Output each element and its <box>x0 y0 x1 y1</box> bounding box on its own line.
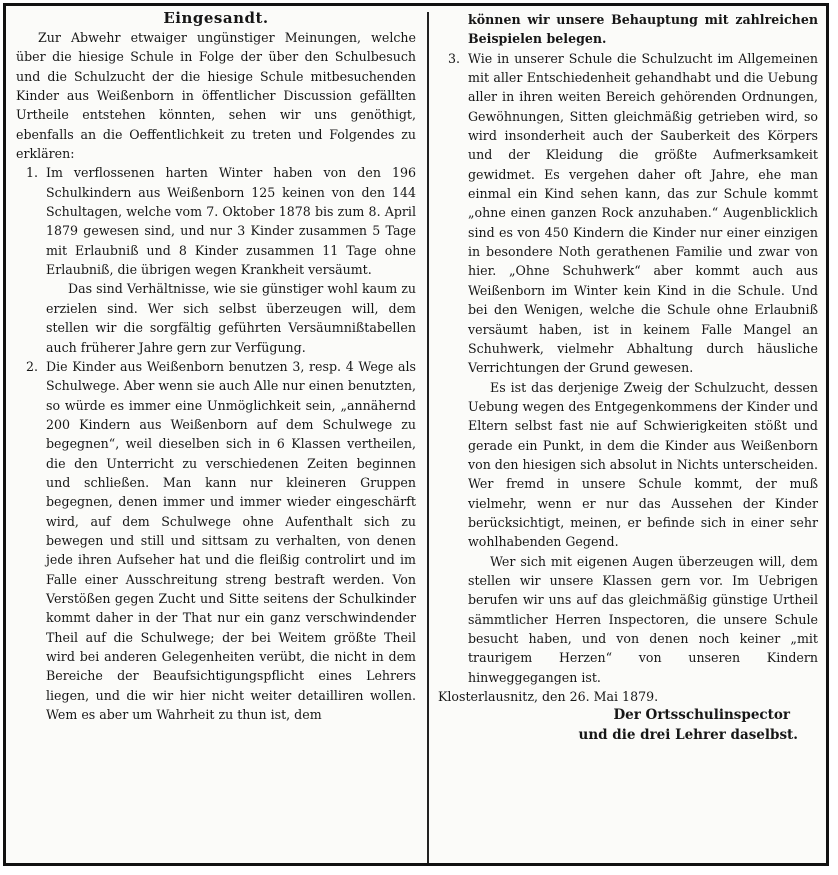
item-number: 1. <box>26 165 39 181</box>
intro-paragraph: Zur Abwehr etwaiger ungünstiger Meinungen, welche über die hiesige Schule in Folge der über den Schulbesuch und die Schulzucht der die hiesige Schule mitbesuchenden Kinder aus Weißenborn in öffentlicher Discussion gefällten Urtheile entstehen könnten, sehen wir uns genöthigt, ebenfalls an die Oeffentlichkeit zu treten und Folgendes zu erklären: <box>16 30 416 162</box>
newspaper-clipping <box>3 3 829 866</box>
item-2-continuation <box>438 6 818 49</box>
left-column <box>16 6 416 724</box>
item-3-paragraph-2: Es ist das derjenige Zweig der Schulzucht, dessen Uebung wegen des Entgegenkommens der Kinder und Eltern selbst fast nie auf Schwierigkeiten stößt und gerade ein Punkt, in dem die Kinder aus Weißenborn von den hiesigen sich absolut in Nichts unterscheiden. Wer fremd in unsere Schule kommt, der muß vielmehr, wenn er nur das Aussehen der Kinder berücksichtigt, meinen, er befinde sich in einer sehr wohlhabenden Gegend. <box>468 379 818 550</box>
item-1-paragraph-2: Das sind Verhältnisse, wie sie günstiger wohl kaum zu erzielen sind. Wer sich selbst überzeugen will, dem stellen wir die sorgfältig geführten Versäumnißtabellen auch früherer Jahre gern zur Verfügung. <box>46 281 416 355</box>
signature-teachers: und die drei Lehrer daselbst. <box>578 726 798 743</box>
numbered-item-1 <box>16 163 416 356</box>
column-divider <box>427 12 429 863</box>
dateline: Klosterlausnitz, den 26. Mai 1879. <box>438 689 659 705</box>
item-1-paragraph: Im verflossenen harten Winter haben von den 196 Schulkindern aus Weißenborn 125 keinen von den 144 Schultagen, welche vom 7. Oktober 1878 bis zum 8. April 1879 gewesen sind, und nur 3 Kinder zusammen 5 Tage mit Erlaubniß und 8 Kinder zusammen 11 Tage ohne Erlaubniß, die übrigen wegen Krankheit versäumt. <box>46 165 416 278</box>
article-title: Eingesandt. <box>163 9 269 27</box>
numbered-item-2 <box>16 357 416 725</box>
item-3-paragraph: Wie in unserer Schule die Schulzucht im Allgemeinen mit aller Entschiedenheit gehandhabt und die Uebung aller in ihren weiten Bereich gehörenden Ordnungen, Gewöhnungen, Sitten gleichmäßig getrieben wird, so wird insonderheit auch der Sauberkeit des Körpers und der Kleidung die größte Aufmerksamkeit gewidmet. Es vergehen daher oft Jahre, ehe man einmal ein Kind sehen kann, das zur Schule kommt „ohne einen ganzen Rock anzuhaben.“ Augenblicklich sind es von 450 Kindern die Kinder nur einer einzigen in besondere Noth gerathenen Familie und zwar von hier. „Ohne Schuhwerk“ aber kommt auch aus Weißenborn im Winter kein Kind in die Schule. Und bei den Wenigen, welche die Schule ohne Erlaubniß versäumt haben, ist in keinem Falle Mangel an Schuhwerk, vielmehr Abhaltung durch häusliche Verrichtungen der Grund gewesen. <box>468 50 818 376</box>
item-2-continuation-paragraph: können wir unsere Behauptung mit zahlreichen Beispielen belegen. <box>468 12 818 47</box>
numbered-item-3 <box>438 49 818 687</box>
item-number: 2. <box>26 358 39 374</box>
right-column <box>438 6 818 745</box>
item-number: 3. <box>448 50 461 66</box>
item-2-paragraph: Die Kinder aus Weißenborn benutzen 3, resp. 4 Wege als Schulwege. Aber wenn sie auch Alle nur einen benutzten, so würde es immer eine Unmöglichkeit sein, „annähernd 200 Kindern aus Weißenborn auf dem Schulwege zu begegnen“, weil dieselben sich in 6 Klassen vertheilen, die den Unterricht zu verschiedenen Zeiten beginnen und schließen. Man kann nur kleineren Gruppen begegnen, denen immer und immer wieder eingeschärft wird, auf dem Schulwege ohne Aufenthalt sich zu bewegen und still und sittsam zu verhalten, von denen jede ihren Aufseher hat und die fleißig controlirt und im Falle einer Ausschreitung streng bestraft werden. Von Verstößen gegen Zucht und Sitte seitens der Schulkinder kommt daher in der That nur ein ganz verschwindender Theil auf die Schulwege; der bei Weitem größte Theil wird bei anderen Gelegenheiten verübt, die nicht in dem Bereiche der Beaufsichtigungspflicht eines Lehrers liegen, und die wir hier nicht weiter detailliren wollen. Wem es aber um Wahrheit zu thun ist, dem <box>46 358 416 723</box>
signature-inspector: Der Ortsschulinspector <box>613 707 790 724</box>
item-3-paragraph-3: Wer sich mit eigenen Augen überzeugen will, dem stellen wir unsere Klassen gern vor. Im Uebrigen berufen wir uns auf das gleichmäßig günstige Urtheil sämmtlicher Herren Inspectoren, die unsere Schule besucht haben, und von denen noch keiner „mit traurigem Herzen“ von unseren Kindern hinweggegangen ist. <box>468 553 818 685</box>
